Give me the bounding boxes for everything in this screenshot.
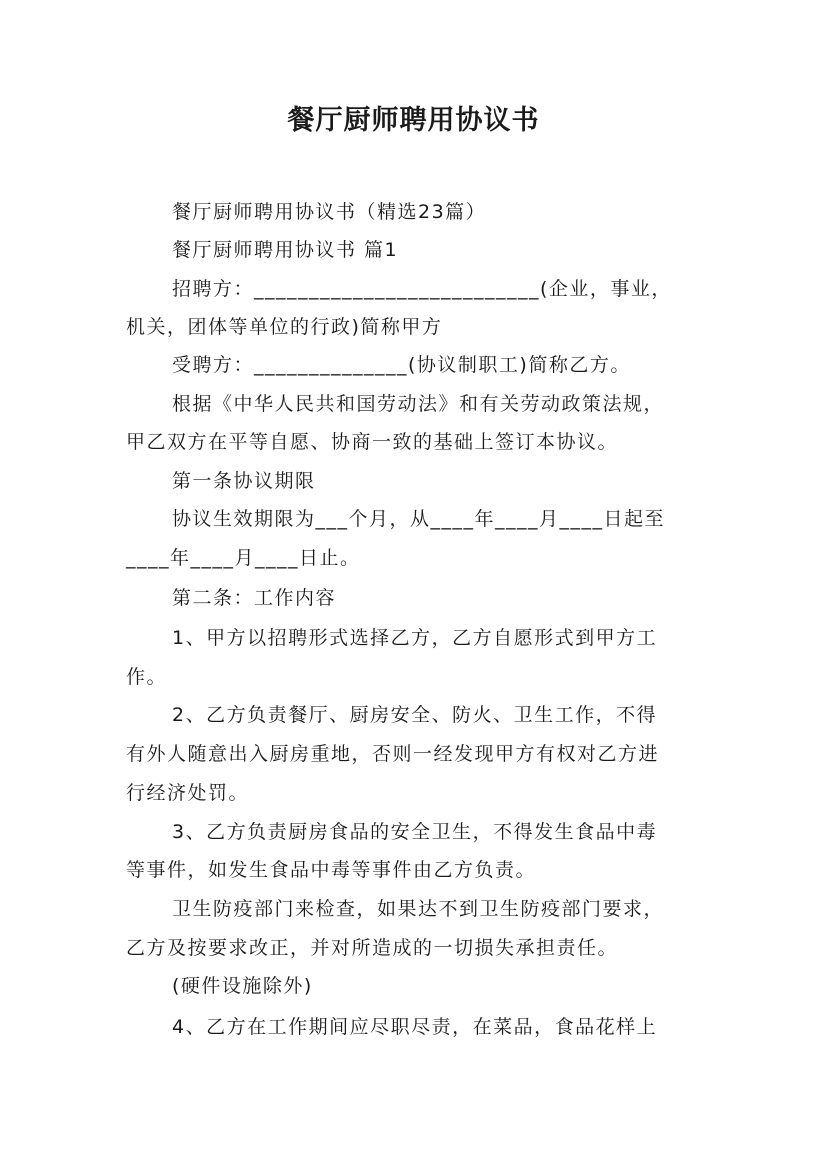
paragraph-line: 受聘方：______________(协议制职工)简称乙方。 [172,354,631,376]
paragraph-line: 机关，团体等单位的行政)简称甲方 [126,316,443,338]
paragraph-line: 甲乙双方在平等自愿、协商一致的基础上签订本协议。 [126,431,619,453]
paragraph-line: 4、乙方在工作期间应尽职尽责，在菜品，食品花样上 [172,1016,658,1038]
paragraph-line: 第二条：工作内容 [172,587,337,609]
paragraph-line: 乙方及按要求改正，并对所造成的一切损失承担责任。 [126,937,619,959]
paragraph-line: 卫生防疫部门来检查，如果达不到卫生防疫部门要求， [172,898,665,920]
paragraph-line: 餐厅厨师聘用协议书 篇1 [172,239,399,261]
paragraph-line: 协议生效期限为___个月，从____年____月____日起至 [172,508,666,530]
paragraph-line: 作。 [126,666,168,688]
paragraph-line: 招聘方：__________________________(企业，事业， [172,278,672,300]
paragraph-line: 3、乙方负责厨房食品的安全卫生，不得发生食品中毒 [172,821,658,843]
document-title: 餐厅厨师聘用协议书 [287,105,540,136]
paragraph-line: 有外人随意出入厨房重地，否则一经发现甲方有权对乙方进 [126,743,660,765]
paragraph-line: (硬件设施除外) [172,975,313,997]
paragraph-line: 行经济处罚。 [126,782,250,804]
paragraph-line: 根据《中华人民共和国劳动法》和有关劳动政策法规， [172,393,665,415]
paragraph-line: 第一条协议期限 [172,470,316,492]
paragraph-line: 等事件，如发生食品中毒等事件由乙方负责。 [126,859,537,881]
paragraph-line: ____年____月____日止。 [126,547,361,569]
paragraph-line: 1、甲方以招聘形式选择乙方，乙方自愿形式到甲方工 [172,627,658,649]
paragraph-line: 餐厅厨师聘用协议书（精选23篇） [172,201,487,223]
paragraph-line: 2、乙方负责餐厅、厨房安全、防火、卫生工作，不得 [172,704,658,726]
